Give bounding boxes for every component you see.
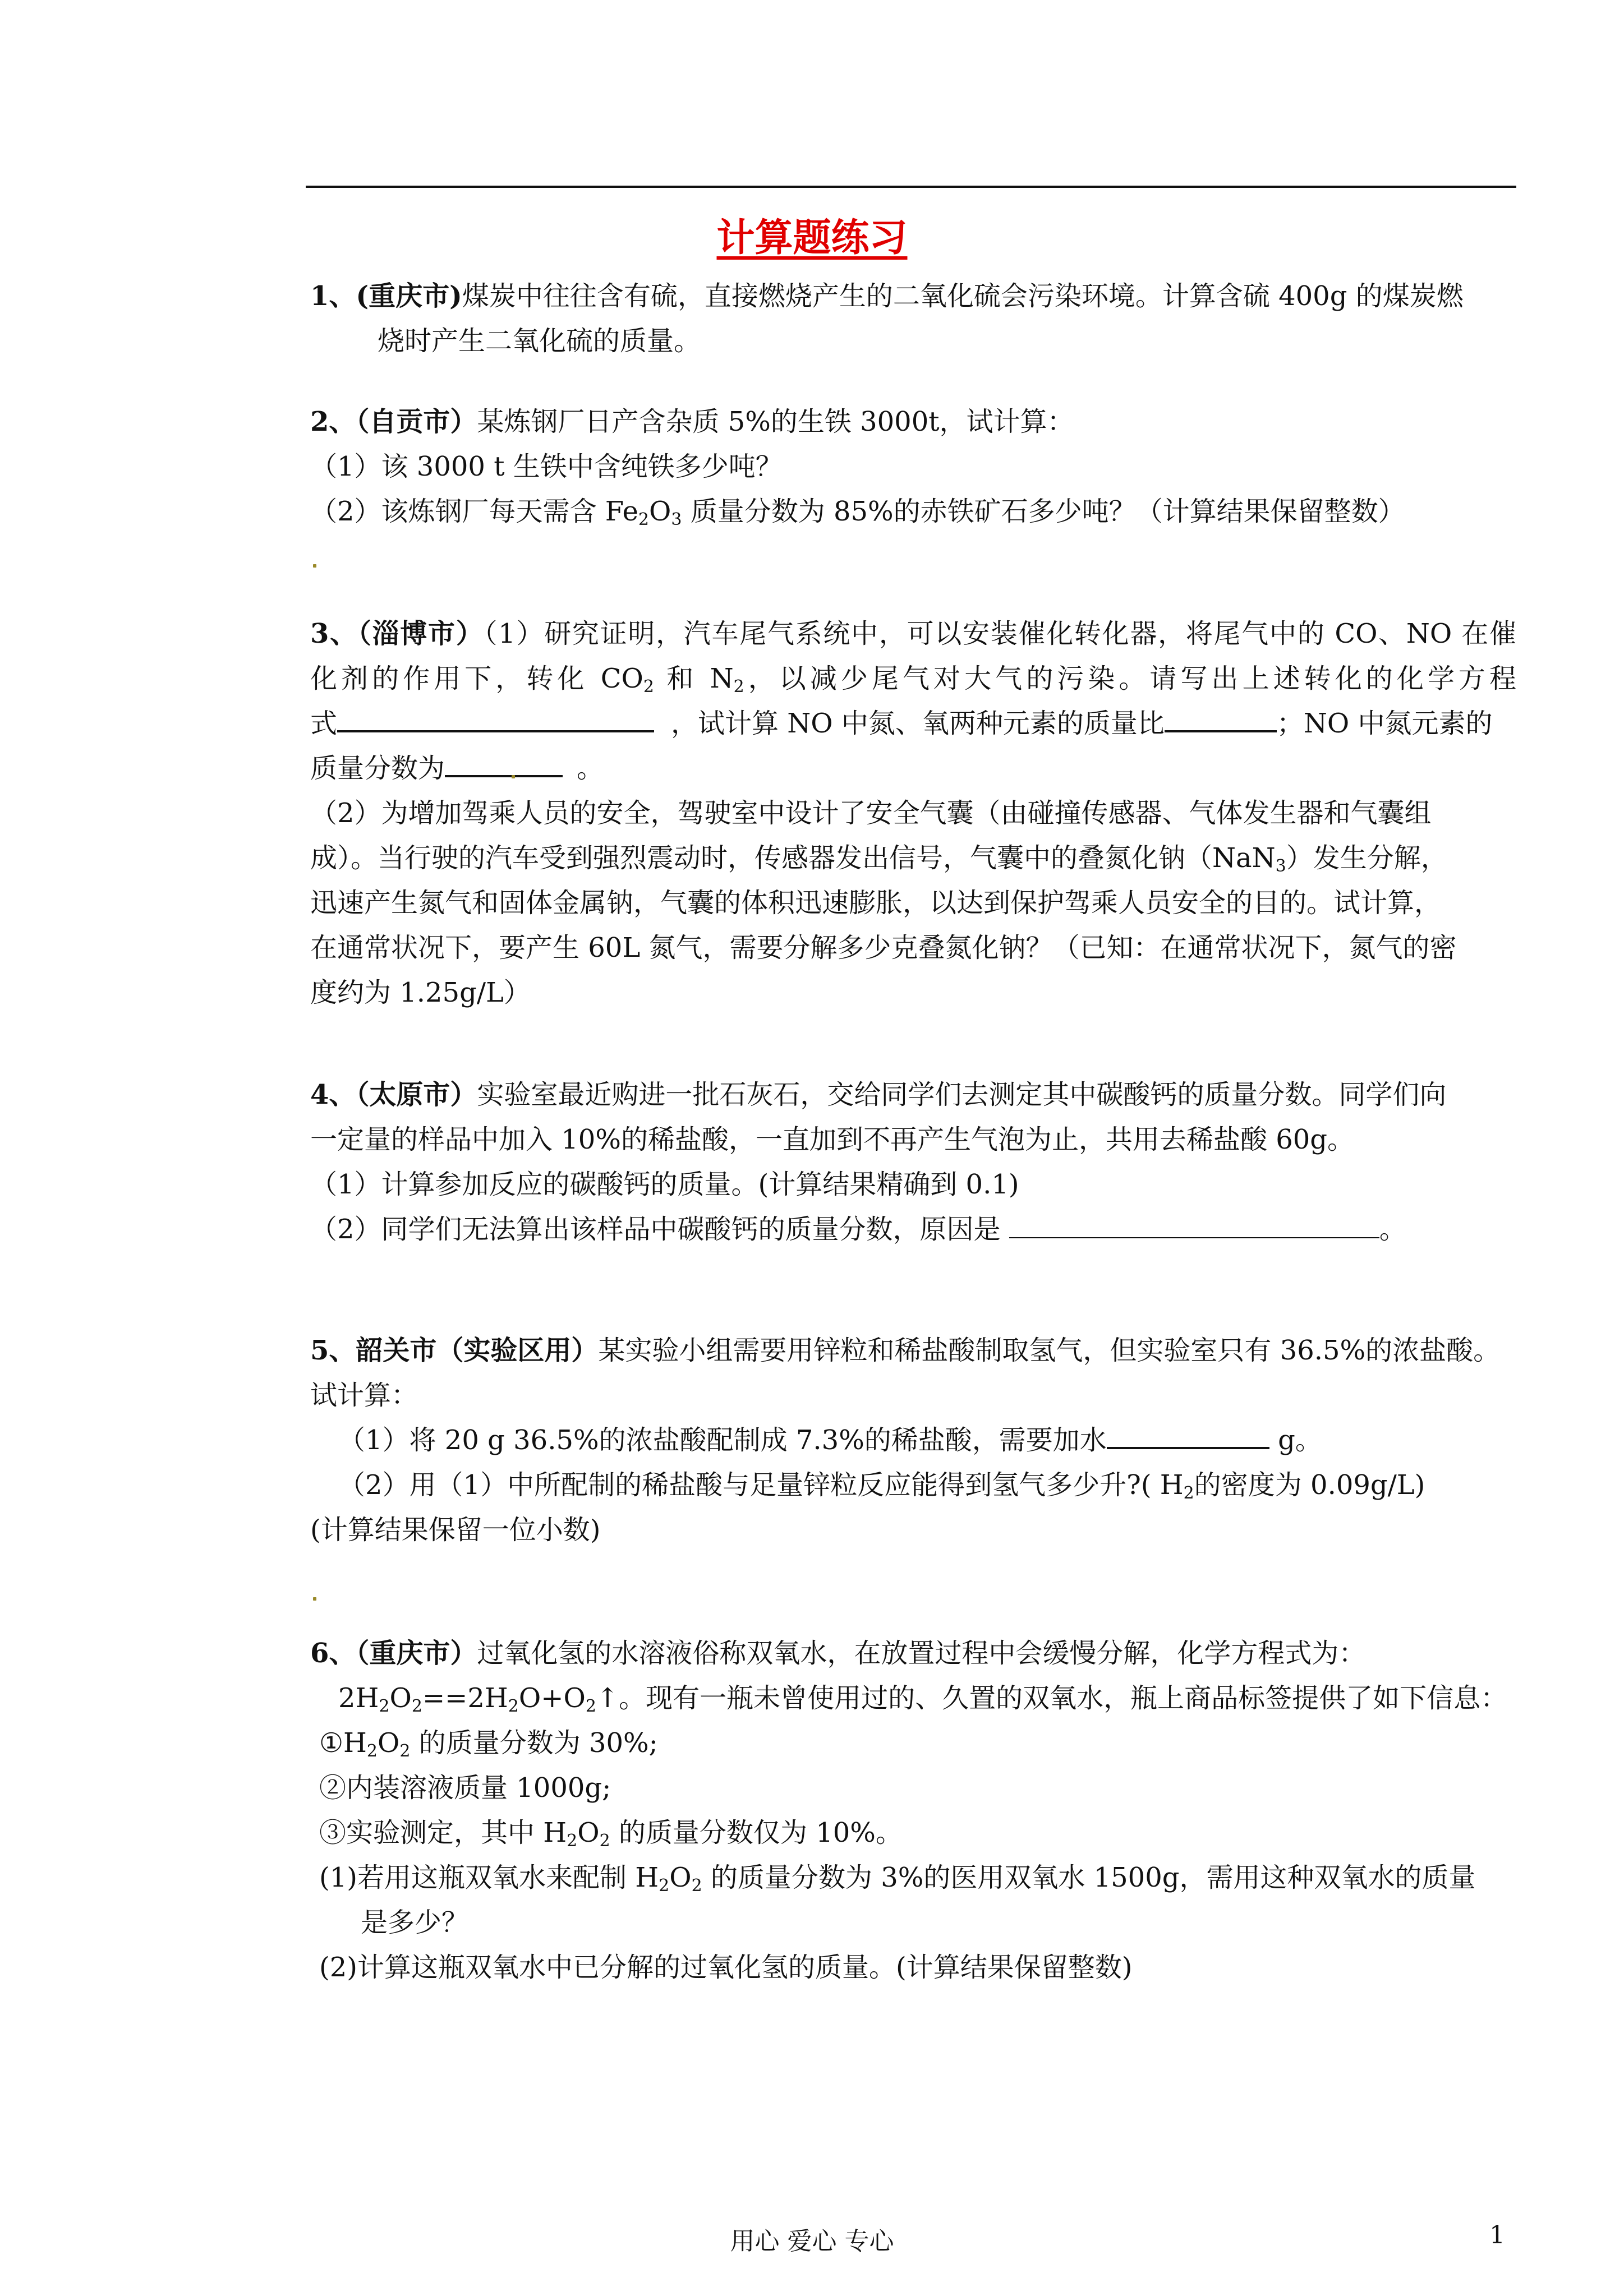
answer-blank-reason[interactable]	[1009, 1212, 1379, 1238]
question-text: 某炼钢厂日产含杂质 5%的生铁 3000t，试计算：	[477, 406, 1074, 437]
question-number: 1、	[310, 280, 356, 312]
question-1	[310, 274, 1516, 363]
question-text: 某实验小组需要用锌粒和稀盐酸制取氢气，但实验室只有 36.5%的浓盐酸。	[598, 1335, 1501, 1366]
answer-blank-mass-fraction[interactable]	[445, 750, 563, 777]
label-info-item: $①H_2O_2$ 的质量分数为 30%;	[319, 1727, 658, 1761]
question-text: 质量分数为 。	[310, 746, 1516, 791]
label-info-item: ③实验测定，其中 $H_2O_2$ 的质量分数仅为 10%。	[319, 1817, 903, 1851]
question-2	[310, 399, 1516, 534]
sub-question-note: (计算结果保留一位小数)	[310, 1514, 601, 1546]
question-source: （太原市）	[356, 1079, 477, 1110]
question-text: 成）。当行驶的汽车受到强烈震动时，传感器发出信号，气囊中的叠氮化钠（NaN$_3$）发生分解，	[310, 842, 1448, 876]
question-source: （重庆市）	[356, 1638, 477, 1669]
answer-blank-water-mass[interactable]	[1107, 1422, 1269, 1449]
scan-mark	[512, 775, 515, 778]
sub-question: （2）用（1）中所配制的稀盐酸与足量锌粒反应能得到氢气多少升?( $H_2$的密度为 0.09g/L)	[338, 1469, 1425, 1503]
label-info-item: ②内装溶液质量 1000g;	[319, 1772, 611, 1804]
question-text: 煤炭中往往含有硫，直接燃烧产生的二氧化硫会污染环境。计算含硫 400g 的煤炭燃	[462, 280, 1464, 312]
header-rule	[306, 186, 1516, 188]
scan-mark	[313, 1597, 316, 1601]
answer-blank-mass-ratio[interactable]	[1165, 706, 1277, 732]
question-4	[310, 1072, 1516, 1252]
question-number: 5、	[310, 1335, 356, 1366]
chemical-equation: $2H_2O_2==2H_2O+O_2↑$。现有一瓶未曾使用过的、久置的双氧水，瓶上商品标签提供了如下信息：	[338, 1682, 1508, 1716]
sub-question: (2)计算这瓶双氧水中已分解的过氧化氢的质量。(计算结果保留整数)	[319, 1952, 1133, 1983]
question-text: （1）研究证明，汽车尾气系统中，可以安装催化转化器，将尾气中的 CO、NO 在催	[484, 618, 1516, 649]
question-text: （2）为增加驾乘人员的安全，驾驶室中设计了安全气囊（由碰撞传感器、气体发生器和气囊组	[310, 797, 1432, 829]
question-source: 韶关市（实验区用）	[356, 1335, 599, 1366]
scan-mark	[313, 564, 316, 568]
question-5	[310, 1328, 1516, 1552]
question-6	[310, 1631, 1516, 1990]
question-text: 度约为 1.25g/L）	[310, 977, 531, 1008]
question-text: 在通常状况下，要产生 60L 氮气，需要分解多少克叠氮化钠？（已知：在通常状况下，氮气的密	[310, 932, 1457, 963]
question-number: 6、	[310, 1638, 356, 1669]
question-number: 4、	[310, 1079, 356, 1110]
question-source: （自贡市）	[356, 406, 477, 437]
question-text: 实验室最近购进一批石灰石，交给同学们去测定其中碳酸钙的质量分数。同学们向	[477, 1079, 1447, 1110]
question-text: 迅速产生氮气和固体金属钠，气囊的体积迅速膨胀，以达到保护驾乘人员安全的目的。试计算，	[310, 887, 1442, 919]
sub-question: 是多少？	[361, 1907, 469, 1938]
answer-blank-equation[interactable]	[337, 706, 654, 732]
question-text: 烧时产生二氧化硫的质量。	[378, 325, 701, 357]
question-source: （淄博市）	[357, 618, 484, 649]
question-text: 式 ，试计算 NO 中氮、氧两种元素的质量比 ；NO 中氮元素的	[310, 701, 1516, 746]
page-number: 1	[1489, 2221, 1505, 2249]
sub-question: （2）该炼钢厂每天需含 $Fe_2O_3$ 质量分数为 85%的赤铁矿石多少吨？（计算结果保留整数）	[310, 496, 1405, 529]
question-text: 化剂的作用下，转化 $CO_2$ 和 $N_2$，以减少尾气对大气的污染。请写出上述转化的化学方程	[310, 663, 1516, 697]
sub-question: （2）同学们无法算出该样品中碳酸钙的质量分数，原因是 。	[310, 1214, 1406, 1245]
sub-question: （1）该 3000 t 生铁中含纯铁多少吨？	[310, 451, 783, 482]
sub-question: (1)若用这瓶双氧水来配制 $H_2O_2$ 的质量分数为 3%的医用双氧水 1500g，需用这种双氧水的质量	[319, 1862, 1476, 1896]
question-source: (重庆市)	[356, 280, 462, 312]
sub-question: （1）计算参加反应的碳酸钙的质量。(计算结果精确到 0.1)	[310, 1169, 1019, 1200]
page-footer: 用心 爱心 专心	[730, 2227, 894, 2256]
question-text: 试计算：	[310, 1380, 418, 1411]
question-text: 过氧化氢的水溶液俗称双氧水，在放置过程中会缓慢分解，化学方程式为：	[477, 1638, 1366, 1669]
question-number: 3、	[310, 618, 358, 649]
question-text: 一定量的样品中加入 10%的稀盐酸，一直加到不再产生气泡为止，共用去稀盐酸 60g。	[310, 1124, 1355, 1155]
sub-question: （1）将 20 g 36.5%的浓盐酸配制成 7.3%的稀盐酸，需要加水 g。	[310, 1418, 1516, 1463]
question-3	[310, 611, 1516, 1015]
question-number: 2、	[310, 406, 356, 437]
page-title: 计算题练习	[716, 215, 908, 260]
